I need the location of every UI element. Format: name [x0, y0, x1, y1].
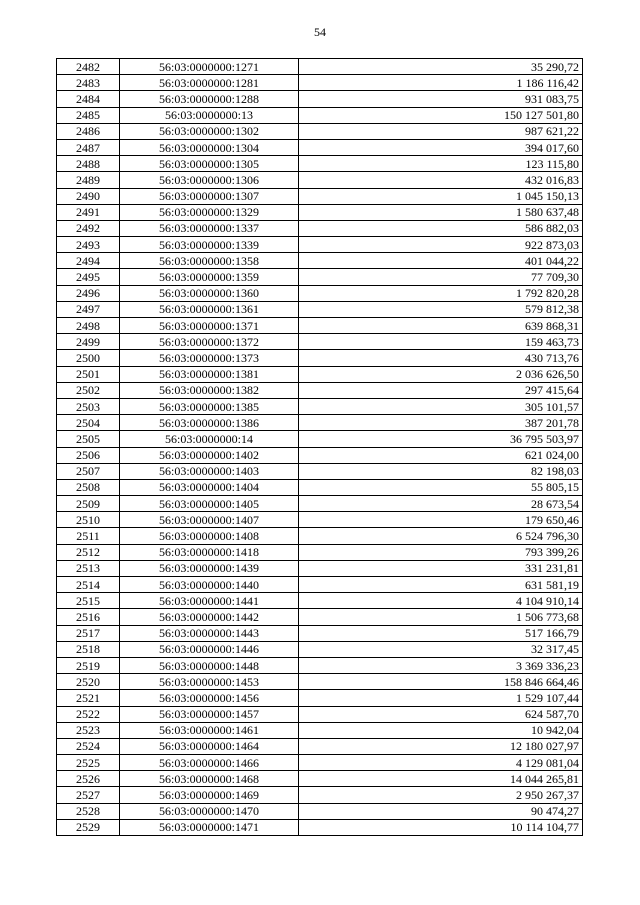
row-number-cell: 2512 — [57, 544, 120, 560]
value-cell: 987 621,22 — [299, 123, 583, 139]
table-row — [57, 512, 583, 528]
table-row — [57, 220, 583, 236]
row-number-cell: 2498 — [57, 318, 120, 334]
cadastre-value-table — [56, 58, 583, 836]
value-cell: 55 805,15 — [299, 479, 583, 495]
value-cell: 150 127 501,80 — [299, 107, 583, 123]
cadastral-number-cell: 56:03:0000000:1337 — [120, 220, 299, 236]
table-row — [57, 722, 583, 738]
table-row — [57, 139, 583, 155]
value-cell: 36 795 503,97 — [299, 431, 583, 447]
cadastral-number-cell: 56:03:0000000:1386 — [120, 415, 299, 431]
row-number-cell: 2497 — [57, 301, 120, 317]
table-row — [57, 350, 583, 366]
cadastral-number-cell: 56:03:0000000:1302 — [120, 123, 299, 139]
cadastral-number-cell: 56:03:0000000:1442 — [120, 609, 299, 625]
table-row — [57, 107, 583, 123]
cadastral-number-cell: 56:03:0000000:1470 — [120, 803, 299, 819]
row-number-cell: 2510 — [57, 512, 120, 528]
table-row — [57, 75, 583, 91]
value-cell: 331 231,81 — [299, 560, 583, 576]
cadastral-number-cell: 56:03:0000000:1418 — [120, 544, 299, 560]
table-row — [57, 269, 583, 285]
table-row — [57, 803, 583, 819]
table-row — [57, 625, 583, 641]
row-number-cell: 2529 — [57, 819, 120, 835]
row-number-cell: 2507 — [57, 463, 120, 479]
cadastral-number-cell: 56:03:0000000:1441 — [120, 593, 299, 609]
row-number-cell: 2521 — [57, 690, 120, 706]
table-row — [57, 706, 583, 722]
table-row — [57, 156, 583, 172]
value-cell: 922 873,03 — [299, 237, 583, 253]
value-cell: 1 045 150,13 — [299, 188, 583, 204]
value-cell: 158 846 664,46 — [299, 674, 583, 690]
cadastral-number-cell: 56:03:0000000:1305 — [120, 156, 299, 172]
cadastral-number-cell: 56:03:0000000:1439 — [120, 560, 299, 576]
value-cell: 624 587,70 — [299, 706, 583, 722]
cadastral-number-cell: 56:03:0000000:1457 — [120, 706, 299, 722]
row-number-cell: 2511 — [57, 528, 120, 544]
value-cell: 1 506 773,68 — [299, 609, 583, 625]
value-cell: 32 317,45 — [299, 641, 583, 657]
cadastral-number-cell: 56:03:0000000:1443 — [120, 625, 299, 641]
value-cell: 1 529 107,44 — [299, 690, 583, 706]
cadastral-number-cell: 56:03:0000000:13 — [120, 107, 299, 123]
cadastral-number-cell: 56:03:0000000:1339 — [120, 237, 299, 253]
table-row — [57, 771, 583, 787]
row-number-cell: 2518 — [57, 641, 120, 657]
cadastral-number-cell: 56:03:0000000:1404 — [120, 479, 299, 495]
value-cell: 28 673,54 — [299, 496, 583, 512]
row-number-cell: 2491 — [57, 204, 120, 220]
table-row — [57, 431, 583, 447]
table-row — [57, 641, 583, 657]
cadastral-number-cell: 56:03:0000000:1304 — [120, 139, 299, 155]
value-cell: 4 129 081,04 — [299, 755, 583, 771]
row-number-cell: 2517 — [57, 625, 120, 641]
table-row — [57, 382, 583, 398]
row-number-cell: 2528 — [57, 803, 120, 819]
cadastral-number-cell: 56:03:0000000:1358 — [120, 253, 299, 269]
cadastral-number-cell: 56:03:0000000:1446 — [120, 641, 299, 657]
cadastral-number-cell: 56:03:0000000:1407 — [120, 512, 299, 528]
value-cell: 1 792 820,28 — [299, 285, 583, 301]
value-cell: 432 016,83 — [299, 172, 583, 188]
cadastral-number-cell: 56:03:0000000:1307 — [120, 188, 299, 204]
table-row — [57, 496, 583, 512]
value-cell: 159 463,73 — [299, 334, 583, 350]
table-row — [57, 690, 583, 706]
cadastral-number-cell: 56:03:0000000:1271 — [120, 59, 299, 75]
value-cell: 931 083,75 — [299, 91, 583, 107]
value-cell: 2 950 267,37 — [299, 787, 583, 803]
cadastral-number-cell: 56:03:0000000:1440 — [120, 577, 299, 593]
row-number-cell: 2519 — [57, 657, 120, 673]
row-number-cell: 2516 — [57, 609, 120, 625]
table-row — [57, 528, 583, 544]
value-cell: 586 882,03 — [299, 220, 583, 236]
cadastral-number-cell: 56:03:0000000:1464 — [120, 738, 299, 754]
value-cell: 35 290,72 — [299, 59, 583, 75]
cadastral-number-cell: 56:03:0000000:1382 — [120, 382, 299, 398]
table-row — [57, 593, 583, 609]
table-row — [57, 91, 583, 107]
table-row — [57, 204, 583, 220]
value-cell: 631 581,19 — [299, 577, 583, 593]
cadastral-number-cell: 56:03:0000000:1371 — [120, 318, 299, 334]
table-row — [57, 657, 583, 673]
value-cell: 123 115,80 — [299, 156, 583, 172]
row-number-cell: 2522 — [57, 706, 120, 722]
row-number-cell: 2493 — [57, 237, 120, 253]
cadastral-number-cell: 56:03:0000000:14 — [120, 431, 299, 447]
cadastral-number-cell: 56:03:0000000:1448 — [120, 657, 299, 673]
value-cell: 387 201,78 — [299, 415, 583, 431]
value-cell: 3 369 336,23 — [299, 657, 583, 673]
cadastral-number-cell: 56:03:0000000:1359 — [120, 269, 299, 285]
cadastral-number-cell: 56:03:0000000:1360 — [120, 285, 299, 301]
table-row — [57, 609, 583, 625]
row-number-cell: 2523 — [57, 722, 120, 738]
cadastral-number-cell: 56:03:0000000:1469 — [120, 787, 299, 803]
table-row — [57, 577, 583, 593]
value-cell: 1 580 637,48 — [299, 204, 583, 220]
cadastral-number-cell: 56:03:0000000:1381 — [120, 366, 299, 382]
row-number-cell: 2515 — [57, 593, 120, 609]
cadastral-number-cell: 56:03:0000000:1281 — [120, 75, 299, 91]
table-row — [57, 463, 583, 479]
row-number-cell: 2509 — [57, 496, 120, 512]
value-cell: 579 812,38 — [299, 301, 583, 317]
table-row — [57, 787, 583, 803]
table-row — [57, 334, 583, 350]
row-number-cell: 2506 — [57, 447, 120, 463]
cadastral-number-cell: 56:03:0000000:1288 — [120, 91, 299, 107]
row-number-cell: 2525 — [57, 755, 120, 771]
table-row — [57, 398, 583, 414]
row-number-cell: 2526 — [57, 771, 120, 787]
cadastral-number-cell: 56:03:0000000:1402 — [120, 447, 299, 463]
row-number-cell: 2501 — [57, 366, 120, 382]
value-cell: 793 399,26 — [299, 544, 583, 560]
table-row — [57, 123, 583, 139]
table-row — [57, 544, 583, 560]
row-number-cell: 2513 — [57, 560, 120, 576]
row-number-cell: 2490 — [57, 188, 120, 204]
row-number-cell: 2489 — [57, 172, 120, 188]
cadastral-number-cell: 56:03:0000000:1372 — [120, 334, 299, 350]
table-row — [57, 253, 583, 269]
row-number-cell: 2500 — [57, 350, 120, 366]
cadastral-number-cell: 56:03:0000000:1466 — [120, 755, 299, 771]
table-row — [57, 172, 583, 188]
table-row — [57, 738, 583, 754]
table-row — [57, 285, 583, 301]
row-number-cell: 2494 — [57, 253, 120, 269]
row-number-cell: 2514 — [57, 577, 120, 593]
value-cell: 12 180 027,97 — [299, 738, 583, 754]
table-row — [57, 560, 583, 576]
row-number-cell: 2492 — [57, 220, 120, 236]
value-cell: 82 198,03 — [299, 463, 583, 479]
cadastral-number-cell: 56:03:0000000:1361 — [120, 301, 299, 317]
row-number-cell: 2524 — [57, 738, 120, 754]
cadastral-number-cell: 56:03:0000000:1385 — [120, 398, 299, 414]
row-number-cell: 2495 — [57, 269, 120, 285]
value-cell: 90 474,27 — [299, 803, 583, 819]
cadastral-number-cell: 56:03:0000000:1408 — [120, 528, 299, 544]
table-row — [57, 318, 583, 334]
table-row — [57, 366, 583, 382]
value-cell: 305 101,57 — [299, 398, 583, 414]
cadastral-number-cell: 56:03:0000000:1461 — [120, 722, 299, 738]
row-number-cell: 2485 — [57, 107, 120, 123]
row-number-cell: 2484 — [57, 91, 120, 107]
cadastral-number-cell: 56:03:0000000:1453 — [120, 674, 299, 690]
value-cell: 6 524 796,30 — [299, 528, 583, 544]
value-cell: 1 186 116,42 — [299, 75, 583, 91]
cadastral-number-cell: 56:03:0000000:1329 — [120, 204, 299, 220]
row-number-cell: 2503 — [57, 398, 120, 414]
page-number: 54 — [314, 25, 326, 39]
row-number-cell: 2499 — [57, 334, 120, 350]
value-cell: 621 024,00 — [299, 447, 583, 463]
table-row — [57, 415, 583, 431]
row-number-cell: 2483 — [57, 75, 120, 91]
row-number-cell: 2527 — [57, 787, 120, 803]
value-cell: 394 017,60 — [299, 139, 583, 155]
table-row — [57, 59, 583, 75]
row-number-cell: 2504 — [57, 415, 120, 431]
value-cell: 297 415,64 — [299, 382, 583, 398]
row-number-cell: 2520 — [57, 674, 120, 690]
table-row — [57, 237, 583, 253]
value-cell: 10 114 104,77 — [299, 819, 583, 835]
table-row — [57, 819, 583, 835]
value-cell: 4 104 910,14 — [299, 593, 583, 609]
row-number-cell: 2486 — [57, 123, 120, 139]
cadastral-number-cell: 56:03:0000000:1306 — [120, 172, 299, 188]
table-row — [57, 447, 583, 463]
row-number-cell: 2505 — [57, 431, 120, 447]
value-cell: 639 868,31 — [299, 318, 583, 334]
cadastral-number-cell: 56:03:0000000:1468 — [120, 771, 299, 787]
cadastral-number-cell: 56:03:0000000:1456 — [120, 690, 299, 706]
table-row — [57, 479, 583, 495]
table-body — [57, 59, 583, 836]
cadastral-number-cell: 56:03:0000000:1403 — [120, 463, 299, 479]
table-row — [57, 674, 583, 690]
cadastral-number-cell: 56:03:0000000:1471 — [120, 819, 299, 835]
table-row — [57, 188, 583, 204]
cadastral-number-cell: 56:03:0000000:1405 — [120, 496, 299, 512]
value-cell: 179 650,46 — [299, 512, 583, 528]
value-cell: 401 044,22 — [299, 253, 583, 269]
table-row — [57, 755, 583, 771]
row-number-cell: 2496 — [57, 285, 120, 301]
cadastral-number-cell: 56:03:0000000:1373 — [120, 350, 299, 366]
value-cell: 2 036 626,50 — [299, 366, 583, 382]
row-number-cell: 2487 — [57, 139, 120, 155]
row-number-cell: 2488 — [57, 156, 120, 172]
row-number-cell: 2482 — [57, 59, 120, 75]
value-cell: 77 709,30 — [299, 269, 583, 285]
table-row — [57, 301, 583, 317]
row-number-cell: 2508 — [57, 479, 120, 495]
row-number-cell: 2502 — [57, 382, 120, 398]
value-cell: 14 044 265,81 — [299, 771, 583, 787]
value-cell: 430 713,76 — [299, 350, 583, 366]
value-cell: 10 942,04 — [299, 722, 583, 738]
value-cell: 517 166,79 — [299, 625, 583, 641]
